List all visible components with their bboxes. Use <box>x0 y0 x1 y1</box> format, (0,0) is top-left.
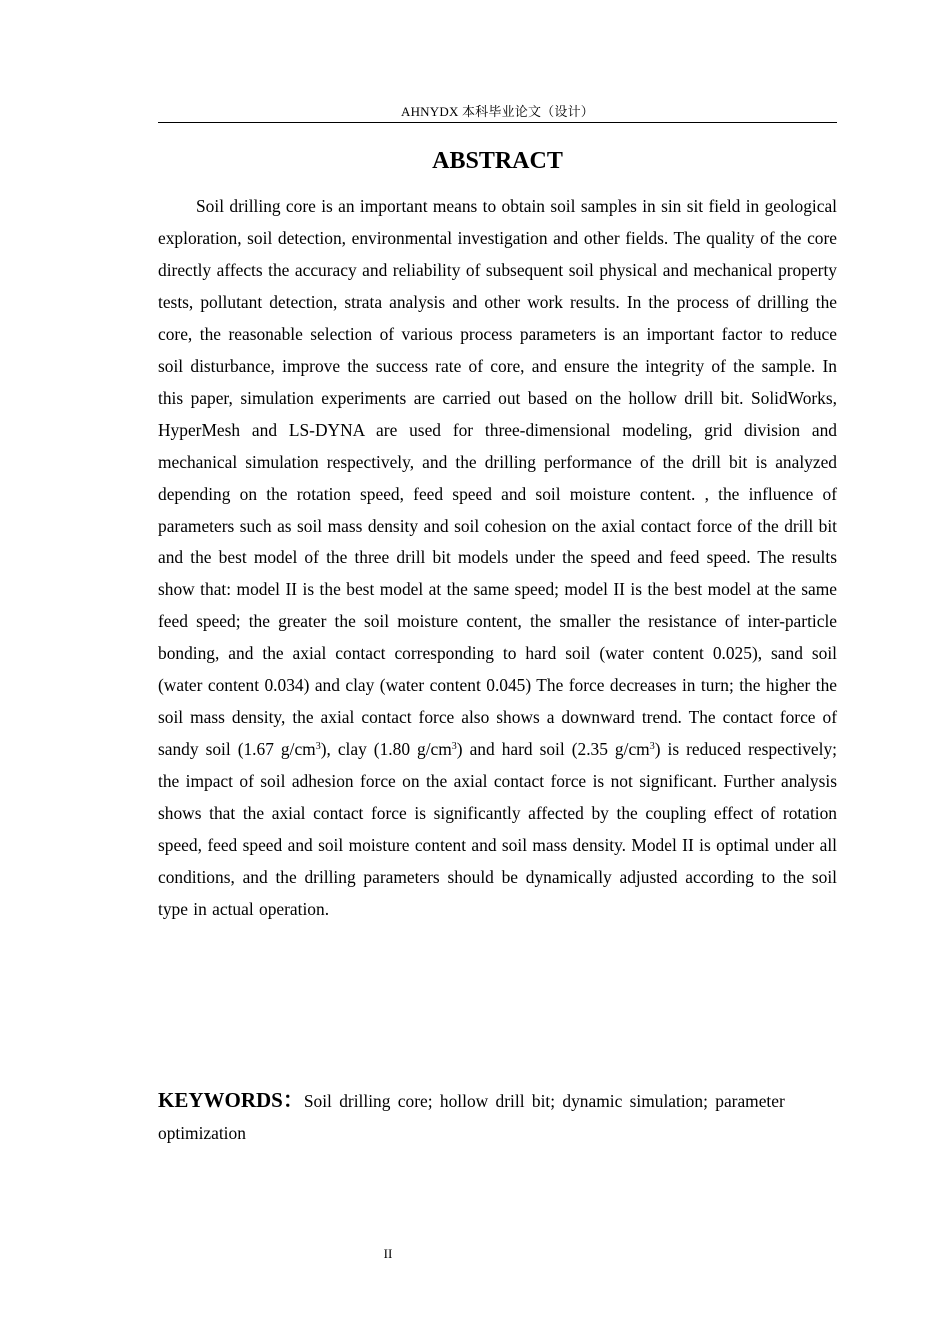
header-rule <box>158 122 837 123</box>
abstract-body <box>158 191 837 926</box>
superscript-unit-1: 3 <box>315 741 321 753</box>
running-header: AHNYDX 本科毕业论文（设计） <box>401 104 594 119</box>
abstract-text-part1: Soil drilling core is an important means to obtain soil samples in sin sit field in geological exploration, soil detection, environmental investigation and other fields. The quality of the core directly affects the accuracy and reliability of subsequent soil physical and mechanical property tests, pollutant detection, strata analysis and other work results. In the process of drilling the core, the reasonable selection of various process parameters is an important factor to reduce soil disturbance, improve the success rate of core, and ensure the integrity of the sample. In this paper, simulation experiments are carried out based on the hollow drill bit. SolidWorks, HyperMesh and LS-DYNA are used for three-dimensional modeling, grid division and mechanical simulation respectively, and the drilling performance of the drill bit is analyzed depending on the rotation speed, feed speed and soil moisture content. , the influence of parameters such as soil mass density and soil cohesion on the axial contact force of the drill bit and the best model of the three drill bit models under the speed and feed speed. The results show that: model II is the best model at the same speed; model II is the best model at the same feed speed; the greater the soil moisture content, the smaller the resistance of inter-particle bonding, and the axial contact corresponding to hard soil (water content 0.025), sand soil (water content 0.034) and clay (water content 0.045) The force decreases in turn; the higher the soil mass density, the axial contact force also shows a downward trend. The contact force of sandy soil (1.67 g/cm <box>158 196 838 760</box>
page-number: II <box>383 1246 393 1261</box>
abstract-text-part2: ), clay (1.80 g/cm <box>320 739 452 760</box>
abstract-title: ABSTRACT <box>432 148 563 174</box>
superscript-unit-3: 3 <box>649 741 655 753</box>
keywords-label: KEYWORDS： <box>158 1088 304 1112</box>
abstract-text-part4: ) is reduced respectively; the impact of soil adhesion force on the axial contact force is not significant. Further analysis shows that the axial contact force is significantly affected by the coupling effect of rotation speed, feed speed and soil moisture content and soil mass density. Model II is optimal under all conditions, and the drilling parameters should be dynamically adjusted according to the soil type in actual operation. <box>158 739 837 919</box>
keywords-block <box>158 1084 798 1149</box>
keywords-text: Soil drilling core; hollow drill bit; dynamic simulation; parameter optimization <box>158 1091 785 1143</box>
superscript-unit-2: 3 <box>451 741 457 753</box>
abstract-text-part3: ) and hard soil (2.35 g/cm <box>456 739 650 760</box>
